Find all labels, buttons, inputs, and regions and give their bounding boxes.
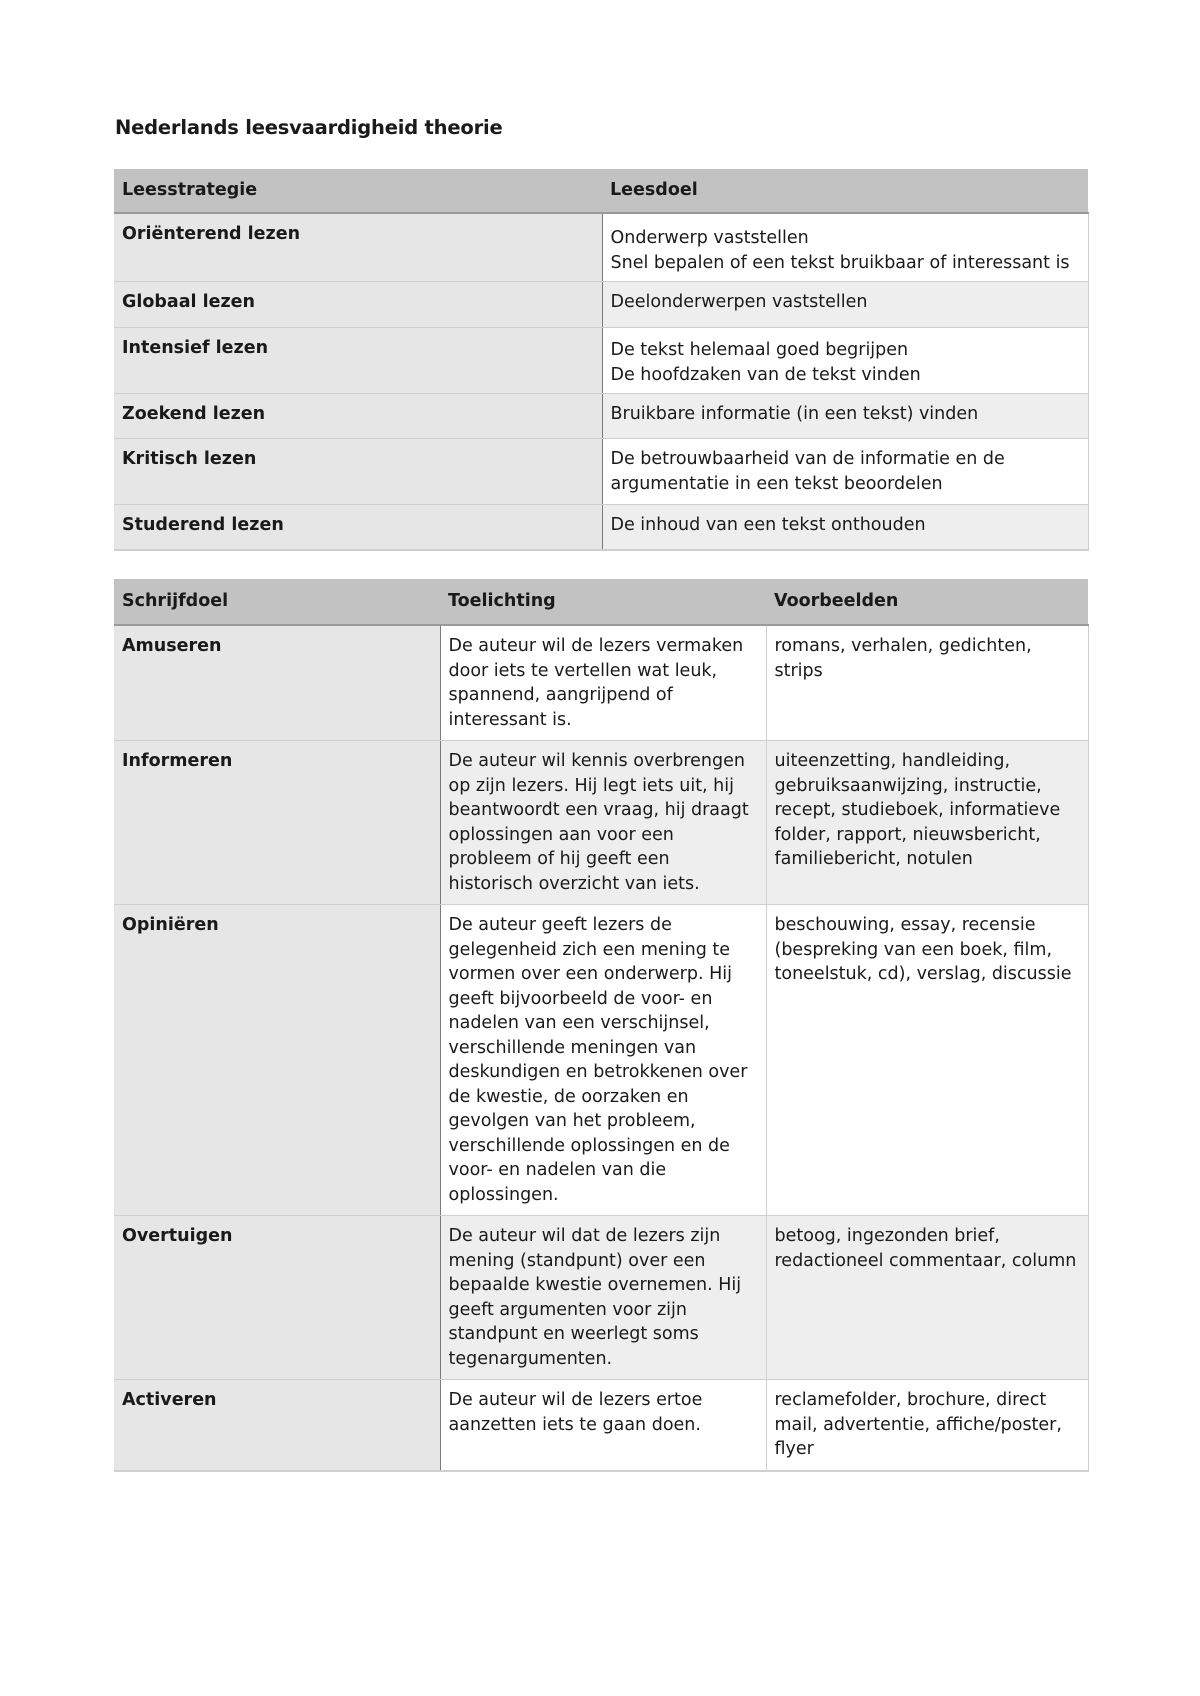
table-row bbox=[114, 1216, 1088, 1380]
strategy-cell: Kritisch lezen bbox=[114, 439, 602, 505]
examples-cell: betoog, ingezonden brief, redactioneel commentaar, column bbox=[766, 1216, 1088, 1380]
goal-line: De inhoud van een tekst onthouden bbox=[610, 515, 926, 535]
goal-cell bbox=[602, 282, 1088, 328]
table-header-row bbox=[114, 579, 1088, 625]
page-title: Nederlands leesvaardigheid theorie bbox=[115, 116, 503, 139]
table-row bbox=[114, 328, 1088, 394]
goal-cell bbox=[602, 439, 1088, 505]
writing-goal-cell: Activeren bbox=[114, 1380, 440, 1471]
explanation-cell: De auteur wil dat de lezers zijn mening (standpunt) over een bepaalde kwestie overnemen. Hij geeft argumenten voor zijn standpunt en weerlegt soms tegenargumenten. bbox=[440, 1216, 766, 1380]
strategy-cell: Studerend lezen bbox=[114, 505, 602, 550]
column-header-leesdoel: Leesdoel bbox=[602, 169, 1088, 213]
examples-cell: uiteenzetting, handleiding, gebruiksaanwijzing, instructie, recept, studieboek, informatieve folder, rapport, nieuwsbericht, familiebericht, notulen bbox=[766, 741, 1088, 905]
writing-goal-cell: Informeren bbox=[114, 741, 440, 905]
table-row bbox=[114, 282, 1088, 328]
goal-line: Onderwerp vaststellen bbox=[610, 228, 809, 248]
table-row bbox=[114, 905, 1088, 1216]
strategy-cell: Intensief lezen bbox=[114, 328, 602, 394]
table-row bbox=[114, 1380, 1088, 1471]
examples-cell: romans, verhalen, gedichten, strips bbox=[766, 625, 1088, 741]
writing-goal-cell: Amuseren bbox=[114, 625, 440, 741]
writing-goal-cell: Opiniëren bbox=[114, 905, 440, 1216]
goal-cell bbox=[602, 505, 1088, 550]
strategy-cell: Globaal lezen bbox=[114, 282, 602, 328]
goal-cell bbox=[602, 394, 1088, 439]
goal-line: De betrouwbaarheid van de informatie en de argumentatie in een tekst beoordelen bbox=[610, 449, 1005, 494]
writing-goal-table bbox=[114, 579, 1089, 1472]
goal-line: De hoofdzaken van de tekst vinden bbox=[610, 364, 921, 385]
goal-line: Bruikbare informatie (in een tekst) vinden bbox=[610, 404, 979, 424]
goal-cell bbox=[602, 213, 1088, 282]
table-row bbox=[114, 439, 1088, 505]
strategy-cell: Zoekend lezen bbox=[114, 394, 602, 439]
explanation-cell: De auteur geeft lezers de gelegenheid zich een mening te vormen over een onderwerp. Hij geeft bijvoorbeeld de voor- en nadelen van een verschijnsel, verschillende meningen van deskundigen en betrokkenen over de kwestie, de oorzaken en gevolgen van het probleem, verschillende oplossingen en de voor- en nadelen van die oplossingen. bbox=[440, 905, 766, 1216]
goal-line: Snel bepalen of een tekst bruikbaar of interessant is bbox=[610, 252, 1070, 273]
goal-line: Deelonderwerpen vaststellen bbox=[610, 292, 868, 312]
column-header-voorbeelden: Voorbeelden bbox=[766, 579, 1088, 625]
explanation-cell: De auteur wil kennis overbrengen op zijn lezers. Hij legt iets uit, hij beantwoordt een vraag, hij draagt oplossingen aan voor een probleem of hij geeft een historisch overzicht van iets. bbox=[440, 741, 766, 905]
goal-line: De tekst helemaal goed begrijpen bbox=[610, 340, 909, 360]
writing-goal-cell: Overtuigen bbox=[114, 1216, 440, 1380]
examples-cell: reclamefolder, brochure, direct mail, advertentie, affiche/poster, flyer bbox=[766, 1380, 1088, 1471]
column-header-leesstrategie: Leesstrategie bbox=[114, 169, 602, 213]
table-header-row bbox=[114, 169, 1088, 213]
examples-cell: beschouwing, essay, recensie (bespreking van een boek, film, toneelstuk, cd), verslag, discussie bbox=[766, 905, 1088, 1216]
goal-cell bbox=[602, 328, 1088, 394]
reading-strategy-table bbox=[114, 169, 1089, 551]
table-row bbox=[114, 394, 1088, 439]
table-row bbox=[114, 625, 1088, 741]
table-row bbox=[114, 213, 1088, 282]
column-header-toelichting: Toelichting bbox=[440, 579, 766, 625]
explanation-cell: De auteur wil de lezers ertoe aanzetten iets te gaan doen. bbox=[440, 1380, 766, 1471]
table-row bbox=[114, 505, 1088, 550]
explanation-cell: De auteur wil de lezers vermaken door iets te vertellen wat leuk, spannend, aangrijpend of interessant is. bbox=[440, 625, 766, 741]
strategy-cell: Oriënterend lezen bbox=[114, 213, 602, 282]
column-header-schrijfdoel: Schrijfdoel bbox=[114, 579, 440, 625]
table-row bbox=[114, 741, 1088, 905]
